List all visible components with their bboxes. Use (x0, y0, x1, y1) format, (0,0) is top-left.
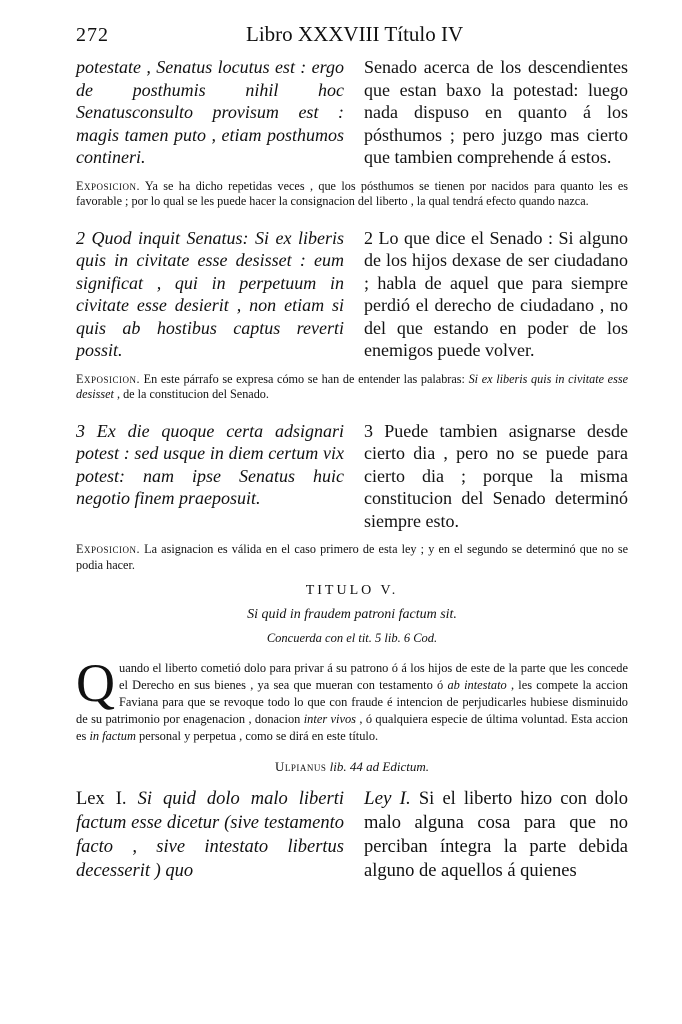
drop-cap: Q (76, 653, 115, 713)
paragraph-1 (76, 56, 628, 169)
exposition-label: Exposicion. (76, 178, 140, 193)
section-subtitle: Si quid in fraudem patroni factum sit. (247, 607, 457, 622)
jurist-citation (76, 759, 628, 775)
paragraph-2 (76, 227, 628, 362)
concordance-note: Concuerda con el tit. 5 lib. 6 Cod. (266, 631, 438, 645)
summary-text: , les compete la accion Faviana para que se revoque todo lo que con fraude é intencion de perjudicarles hubiese disminuido de su patrimonio por enagenacion , donacion (76, 678, 628, 726)
jurist-name: Ulpianus (275, 759, 327, 774)
exposition-1 (76, 179, 628, 210)
summary-text: personal y perpetua , como se dirá en este título. (139, 729, 379, 743)
summary-italic: in factum (89, 729, 136, 743)
jurist-source: lib. 44 ad Edictum. (329, 759, 429, 774)
exposition-text: Ya se ha dicho repetidas veces , que los pósthumos se tienen por nacidos para quanto les es favorable ; por lo qual se les puede hacer la consignacion del liberto , la qual tendrá efecto quando nazca. (76, 178, 628, 208)
exposition-label: Exposicion. (76, 542, 140, 556)
spanish-text (364, 787, 628, 883)
summary-text: , ó qualquiera especie de última voluntad. Esta accion es (76, 712, 628, 743)
exposition-3 (76, 542, 628, 573)
summary-text: uando el liberto cometió dolo para privar á su patrono ó á los hijos de este de la parte que les concede el Derecho en sus bienes , ya sea que mueran con testamento ó (119, 661, 628, 692)
section-title: TITULO V. (305, 583, 399, 598)
exposition-2 (76, 372, 628, 403)
summary-italic: inter vivos (303, 712, 356, 726)
page-number: 272 (76, 24, 109, 46)
exposition-text-end: , de la constitucion del Senado. (116, 387, 269, 401)
spanish-text: 2 Lo que dice el Senado : Si alguno de los hijos dexase de ser ciudadano ; habla de aquel que para siempre perdió el derecho de ciudadano , no del que estando en poder de los enemigos puede volver. (364, 227, 628, 360)
latin-text: 2 Quod inquit Senatus: Si ex liberis quis in civitate esse desisset : eum significat , qui in perpetuum in civitate esse desierit , non etiam si quis ab hostibus captus reverti possit. (76, 227, 344, 360)
lex-1 (76, 787, 628, 883)
paragraph-3 (76, 420, 628, 533)
exposition-quote: Si ex liberis quis in civitate esse desisset (76, 371, 628, 401)
latin-text (76, 787, 344, 883)
exposition-text: La asignacion es válida en el caso primero de esta ley ; y en el segundo se determinó que no se podia hacer. (76, 542, 629, 572)
ley-text: Si el liberto hizo con dolo malo alguna cosa para que no perciban íntegra la parte debida alguno de aquellos á quienes (364, 789, 629, 881)
page (76, 22, 628, 883)
ley-label: Ley I. (364, 788, 411, 809)
exposition-text: En este párrafo se expresa cómo se han de entender las palabras: (143, 371, 465, 386)
running-head (76, 22, 628, 56)
spanish-text: Senado acerca de los descendientes que estan baxo la potestad: luego nada dispuso en quanto á los pósthumos ; pero juzgo mas cierto que tambien comprehende á estos. (364, 57, 628, 167)
spanish-text: 3 Puede tambien asignarse desde cierto dia , pero no se puede para cierto dia ; porque la misma constitucion del Senado determinó siempre esto. (364, 420, 628, 531)
exposition-label: Exposicion. (76, 371, 140, 386)
lex-label: Lex I. (76, 789, 127, 809)
lex-text: Si quid dolo malo liberti factum esse dicetur (sive testamento facto , sive intestato libertus decesserit ) quo (76, 789, 344, 881)
summary-italic: ab intestato (447, 678, 507, 692)
latin-text: potestate , Senatus locutus est : ergo de posthumis nihil hoc Senatusconsulto provisum est : magis tamen puto , etiam posthumos contineri. (76, 57, 344, 167)
running-title: Libro XXXVIII Título IV (246, 22, 464, 46)
latin-text: 3 Ex die quoque certa adsignari potest : sed usque in diem certum vix potest: nam ipse Senatus huic negotio finem praeposuit. (76, 420, 344, 508)
title-summary (76, 653, 628, 745)
